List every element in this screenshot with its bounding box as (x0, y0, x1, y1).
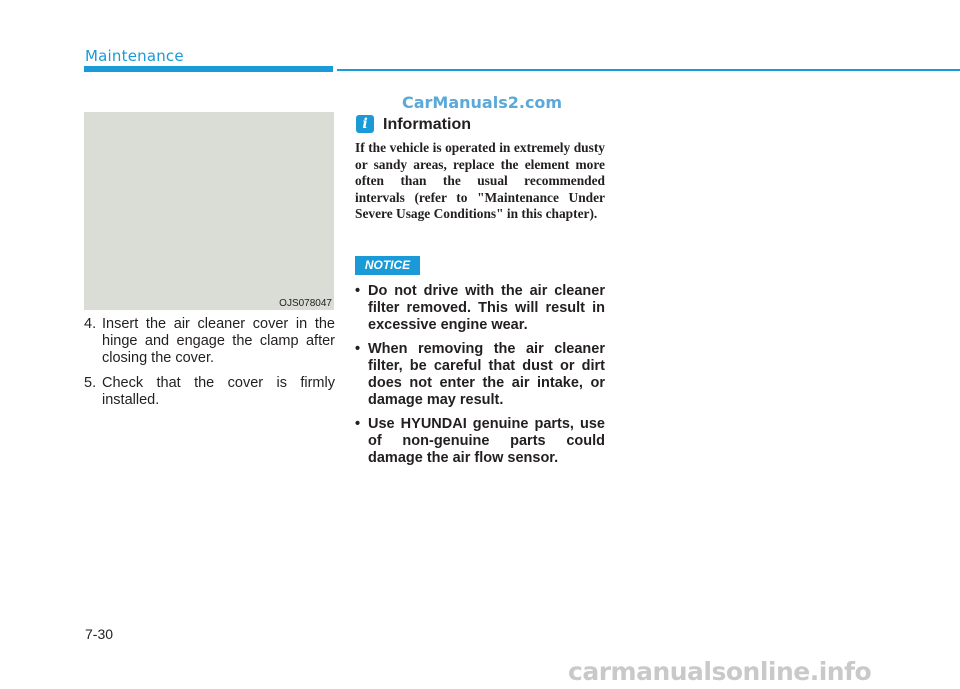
notice-badge: NOTICE (355, 256, 420, 275)
watermark-top: CarManuals2.com (402, 93, 563, 112)
figure-code: OJS078047 (279, 298, 332, 309)
steps-list (84, 316, 335, 417)
step-text: Check that the cover is firmly installed. (102, 375, 335, 408)
figure-image (84, 112, 334, 310)
information-title: Information (383, 116, 471, 133)
bullet-icon: • (355, 416, 361, 432)
notice-list (355, 283, 605, 474)
notice-text: Use HYUNDAI genuine parts, use of non-genuine parts could damage the air flow sensor. (368, 416, 605, 466)
notice-item (355, 416, 605, 467)
header-rule-thick (84, 66, 333, 72)
step-number: 5. (84, 375, 97, 391)
page-number: 7-30 (85, 626, 114, 642)
bullet-icon: • (355, 283, 361, 299)
step-item (84, 316, 335, 367)
watermark-bottom: carmanualsonline.info (568, 657, 872, 686)
step-number: 4. (84, 316, 97, 332)
section-title: Maintenance (85, 47, 184, 65)
notice-text: When removing the air cleaner filter, be careful that dust or dirt does not enter the air intake, or damage may result. (368, 341, 605, 408)
header-rule-thin (337, 69, 960, 71)
information-body: If the vehicle is operated in extremely dusty or sandy areas, replace the element more often than the usual recommended intervals (refer to "Maintenance Under Severe Usage Conditions" in this chapter). (355, 140, 605, 221)
step-text: Insert the air cleaner cover in the hinge and engage the clamp after closing the cover. (102, 316, 335, 366)
info-icon: i (356, 115, 374, 133)
notice-item (355, 341, 605, 409)
notice-item (355, 283, 605, 334)
step-item (84, 375, 335, 409)
bullet-icon: • (355, 341, 361, 357)
notice-text: Do not drive with the air cleaner filter removed. This will result in excessive engine wear. (368, 283, 605, 333)
